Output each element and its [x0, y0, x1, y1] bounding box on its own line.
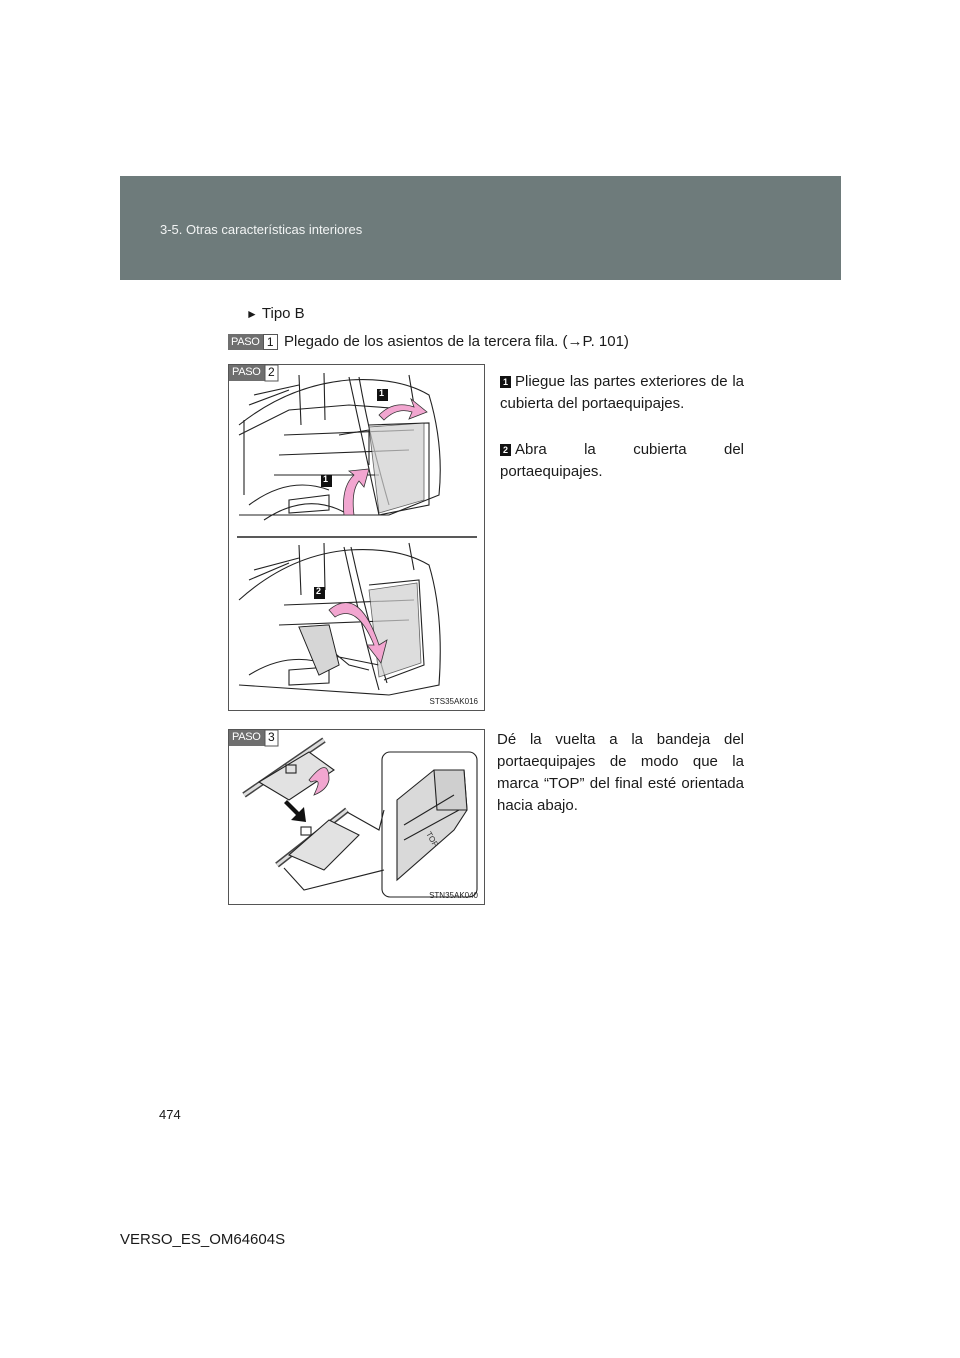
tonneau-tray-illustration	[229, 730, 484, 904]
step-1-tag: PASO 1	[228, 334, 278, 350]
cargo-cover-illustration	[229, 365, 484, 710]
step-3-text: Dé la vuelta a la bandeja del portaequipajes de modo que la marca “TOP” del final esté orientada hacia abajo.	[497, 731, 744, 814]
footer-code: VERSO_ES_OM64604S	[120, 1231, 286, 1248]
triangle-marker-icon: ►	[246, 307, 258, 321]
step-3-tag-num: 3	[268, 730, 275, 744]
variant-label: Tipo B	[261, 305, 305, 322]
instruction-2: 2 Abra la cubierta del portaequipajes.	[500, 441, 744, 480]
step-3-figure	[228, 729, 485, 905]
step-2-figure	[228, 364, 485, 711]
figure-code: STN35AK040	[429, 891, 478, 900]
figure-code: STS35AK016	[429, 697, 478, 706]
number-marker-icon: 1	[500, 376, 511, 388]
top-mark-label: TOP	[424, 830, 441, 849]
figure-marker-1a: 1	[379, 388, 385, 398]
step-2-tag-word: PASO	[232, 366, 261, 378]
figure-marker-1b: 1	[323, 474, 329, 484]
step-2-tag-num: 2	[268, 365, 275, 379]
number-marker-icon: 2	[500, 444, 511, 456]
variant-heading	[246, 305, 305, 322]
step-1-text: Plegado de los asientos de la tercera fila. (→P. 101)	[284, 333, 629, 350]
figure-marker-2: 2	[316, 586, 322, 596]
page-number: 474	[159, 1107, 181, 1122]
header-band	[120, 176, 841, 280]
instruction-1: 1 Pliegue las partes exteriores de la cubierta del portaequipajes.	[500, 373, 744, 412]
step-3-tag-word: PASO	[232, 731, 261, 743]
section-title: 3-5. Otras características interiores	[160, 222, 363, 237]
